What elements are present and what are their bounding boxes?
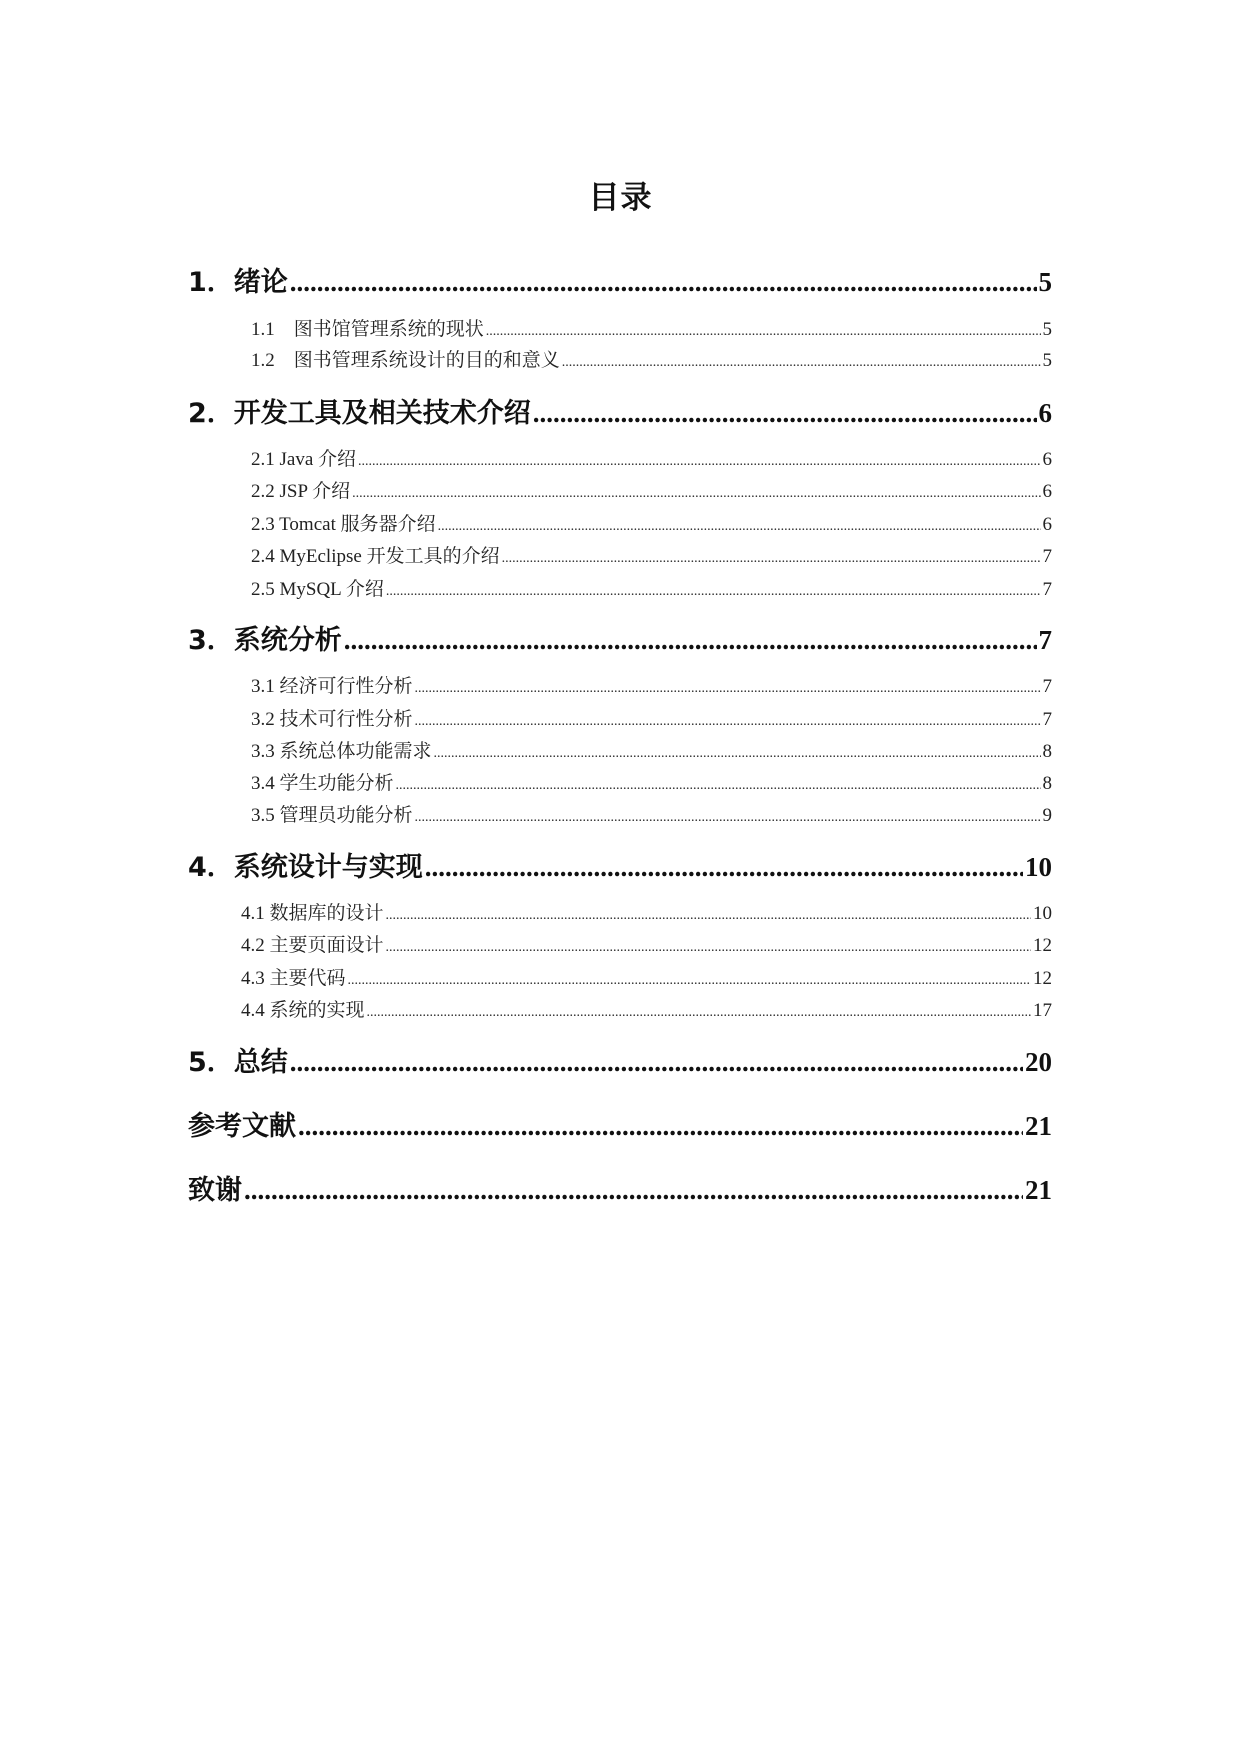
- dot-leader: [425, 847, 1023, 887]
- toc-entry-page: 7: [1038, 625, 1052, 655]
- toc-entry-section-3-3[interactable]: [251, 738, 1052, 766]
- dot-leader: [290, 1042, 1023, 1082]
- toc-entry-label: 3.3 系统总体功能需求: [251, 741, 432, 762]
- dot-leader: [386, 900, 1031, 928]
- dot-leader: [290, 262, 1037, 302]
- toc-entry-section-1-1[interactable]: [251, 316, 1052, 344]
- toc-entry-page: 7: [1042, 579, 1052, 600]
- toc-entry-page: 5: [1042, 319, 1052, 340]
- dot-leader: [386, 932, 1031, 960]
- toc-entry-chapter-2[interactable]: [188, 393, 1052, 433]
- page-title: 目录: [588, 180, 653, 216]
- dot-leader: [358, 446, 1040, 474]
- toc-entry-label: 1.2 图书管理系统设计的目的和意义: [251, 350, 560, 371]
- toc-entry-page: 9: [1042, 805, 1052, 826]
- toc-entry-label: 1．绪论: [188, 267, 288, 298]
- toc-entry-chapter-5[interactable]: [188, 1042, 1052, 1082]
- toc-entry-page: 6: [1038, 398, 1052, 428]
- toc-entry-section-4-3[interactable]: [241, 965, 1052, 993]
- toc-entry-label: 2.3 Tomcat 服务器介绍: [251, 514, 436, 535]
- dot-leader: [396, 770, 1041, 798]
- dot-leader: [344, 620, 1037, 660]
- dot-leader: [244, 1170, 1023, 1210]
- toc-entry-page: 7: [1042, 676, 1052, 697]
- toc-entry-chapter-3[interactable]: [188, 620, 1052, 660]
- toc-entry-page: 17: [1033, 1000, 1052, 1021]
- toc-entry-page: 6: [1042, 514, 1052, 535]
- toc-entry-section-2-2[interactable]: [251, 478, 1052, 506]
- toc-entry-label: 3.1 经济可行性分析: [251, 676, 413, 697]
- toc-entry-chapter-4[interactable]: [188, 847, 1052, 887]
- dot-leader: [415, 673, 1041, 701]
- toc-entry-label: 4．系统设计与实现: [188, 852, 423, 883]
- toc-entry-page: 20: [1025, 1047, 1052, 1077]
- toc-entry-label: 4.4 系统的实现: [241, 1000, 365, 1021]
- dot-leader: [415, 706, 1041, 734]
- toc-entry-section-4-4[interactable]: [241, 997, 1052, 1025]
- dot-leader: [415, 802, 1041, 830]
- toc-entry-label: 3.5 管理员功能分析: [251, 805, 413, 826]
- toc-entry-page: 8: [1042, 773, 1052, 794]
- toc-entry-section-4-2[interactable]: [241, 932, 1052, 960]
- toc-entry-page: 12: [1033, 935, 1052, 956]
- toc-entry-section-3-5[interactable]: [251, 802, 1052, 830]
- toc-entry-references[interactable]: [188, 1106, 1052, 1146]
- toc-entry-label: 2.2 JSP 介绍: [251, 481, 351, 502]
- toc-entry-section-1-2[interactable]: [251, 347, 1052, 375]
- toc-entry-label: 4.2 主要页面设计: [241, 935, 384, 956]
- toc-entry-label: 5．总结: [188, 1047, 288, 1078]
- toc-entry-label: 4.1 数据库的设计: [241, 903, 384, 924]
- toc-entry-section-3-1[interactable]: [251, 673, 1052, 701]
- toc-entry-page: 8: [1042, 741, 1052, 762]
- dot-leader: [486, 316, 1041, 344]
- toc-entry-page: 12: [1033, 968, 1052, 989]
- dot-leader: [438, 511, 1041, 539]
- toc-entry-label: 2．开发工具及相关技术介绍: [188, 398, 531, 429]
- toc-entry-section-3-2[interactable]: [251, 706, 1052, 734]
- dot-leader: [367, 997, 1031, 1025]
- toc-entry-section-4-1[interactable]: [241, 900, 1052, 928]
- toc-entry-section-2-4[interactable]: [251, 543, 1052, 571]
- toc-entry-page: 10: [1033, 903, 1052, 924]
- toc-entry-label: 致谢: [188, 1175, 242, 1206]
- dot-leader: [434, 738, 1041, 766]
- dot-leader: [502, 543, 1041, 571]
- toc-entry-chapter-1[interactable]: [188, 262, 1052, 302]
- toc-entry-page: 6: [1042, 481, 1052, 502]
- dot-leader: [386, 576, 1041, 604]
- toc-entry-page: 5: [1042, 350, 1052, 371]
- dot-leader: [298, 1106, 1023, 1146]
- toc-entry-label: 参考文献: [188, 1111, 296, 1142]
- toc-entry-section-3-4[interactable]: [251, 770, 1052, 798]
- toc-entry-section-2-3[interactable]: [251, 511, 1052, 539]
- toc-entry-label: 2.5 MySQL 介绍: [251, 579, 384, 600]
- dot-leader: [533, 393, 1037, 433]
- toc-entry-section-2-1[interactable]: [251, 446, 1052, 474]
- dot-leader: [348, 965, 1031, 993]
- toc-entry-page: 21: [1025, 1175, 1052, 1205]
- toc-entry-page: 6: [1042, 449, 1052, 470]
- toc-entry-acknowledgements[interactable]: [188, 1170, 1052, 1210]
- toc-entry-label: 2.4 MyEclipse 开发工具的介绍: [251, 546, 500, 567]
- toc-entry-page: 7: [1042, 709, 1052, 730]
- toc-entry-page: 21: [1025, 1111, 1052, 1141]
- dot-leader: [352, 478, 1040, 506]
- toc-entry-label: 4.3 主要代码: [241, 968, 346, 989]
- toc-entry-section-2-5[interactable]: [251, 576, 1052, 604]
- toc-entry-label: 2.1 Java 介绍: [251, 449, 357, 470]
- toc-entry-page: 10: [1025, 852, 1052, 882]
- dot-leader: [562, 347, 1041, 375]
- toc-entry-page: 5: [1038, 267, 1052, 297]
- toc-entry-page: 7: [1042, 546, 1052, 567]
- toc-entry-label: 3.2 技术可行性分析: [251, 709, 413, 730]
- toc-entry-label: 3．系统分析: [188, 625, 342, 656]
- toc-entry-label: 1.1 图书馆管理系统的现状: [251, 319, 484, 340]
- toc-entry-label: 3.4 学生功能分析: [251, 773, 394, 794]
